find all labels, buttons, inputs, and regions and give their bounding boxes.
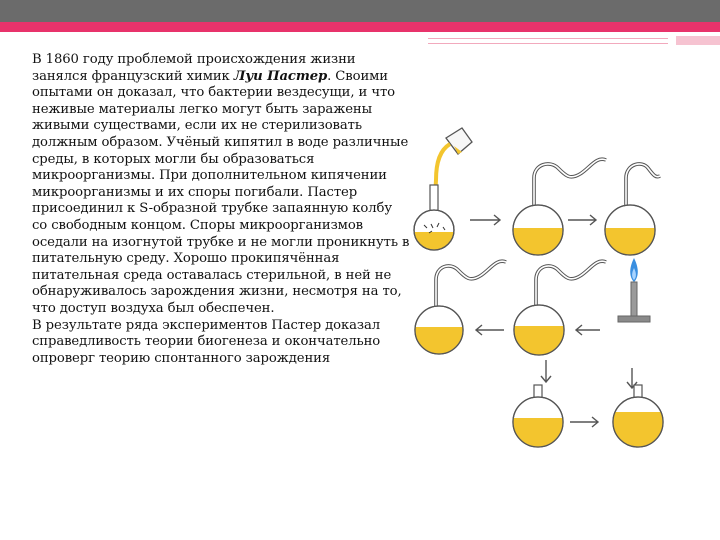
- header-accent-block: [676, 36, 720, 45]
- flask-broken-neck: [510, 385, 570, 448]
- arrow-icon: [568, 215, 596, 225]
- flask-swan-neck: [410, 261, 506, 357]
- flask-swan-neck: [510, 261, 606, 356]
- paragraph-1-intro: В 1860 году проблемой происхождения жизни занялся французский химик: [32, 52, 356, 84]
- arrow-icon: [470, 215, 500, 225]
- flask-swan-neck: [600, 164, 660, 258]
- pasteur-experiment-illustration: [410, 120, 668, 465]
- paragraph-1: [32, 52, 410, 318]
- burner-flame-icon: [618, 258, 650, 322]
- header-rule-bottom: [428, 43, 668, 44]
- arrow-icon: [476, 325, 504, 335]
- arrow-icon: [576, 325, 600, 335]
- header-band: [0, 0, 720, 22]
- paragraph-1-body: . Своими опытами он доказал, что бактерии вездесущи, и что неживые материалы легко могут быть заражены живыми существами, если их не стерилизовать должным образом. Учёный кипятил в воде различные среды, в которых могли бы образоваться микроорганизмы. При дополнительном кипячении микроорганизмы и их споры погибали. Пастер присоединил к S-образной трубке запаянную колбу со свободным концом. Споры микроорганизмов оседали на изогнутой трубке и не могли проникнуть в питательную среду. Хорошо прокипячённая питательная среда оставалась стерильной, в ней не обнаруживалось зарождения жизни, несмотря на то, что доступ воздуха был обеспечен.: [32, 68, 410, 316]
- paragraph-2: В результате ряда экспериментов Пастер доказал справедливость теории биогенеза и окончательно опроверг теорию спонтанного зарождения: [32, 317, 381, 366]
- header-accent-stripe: [0, 22, 720, 32]
- flask-swan-neck: [510, 159, 606, 258]
- arrow-down-icon: [541, 360, 551, 382]
- flask-pouring: [410, 128, 472, 262]
- slide-text: [32, 52, 410, 367]
- scientist-name: Луи Пастер: [233, 68, 328, 84]
- header-rule-top: [428, 38, 668, 39]
- flask-broken-neck: [610, 385, 668, 452]
- arrow-icon: [570, 417, 598, 427]
